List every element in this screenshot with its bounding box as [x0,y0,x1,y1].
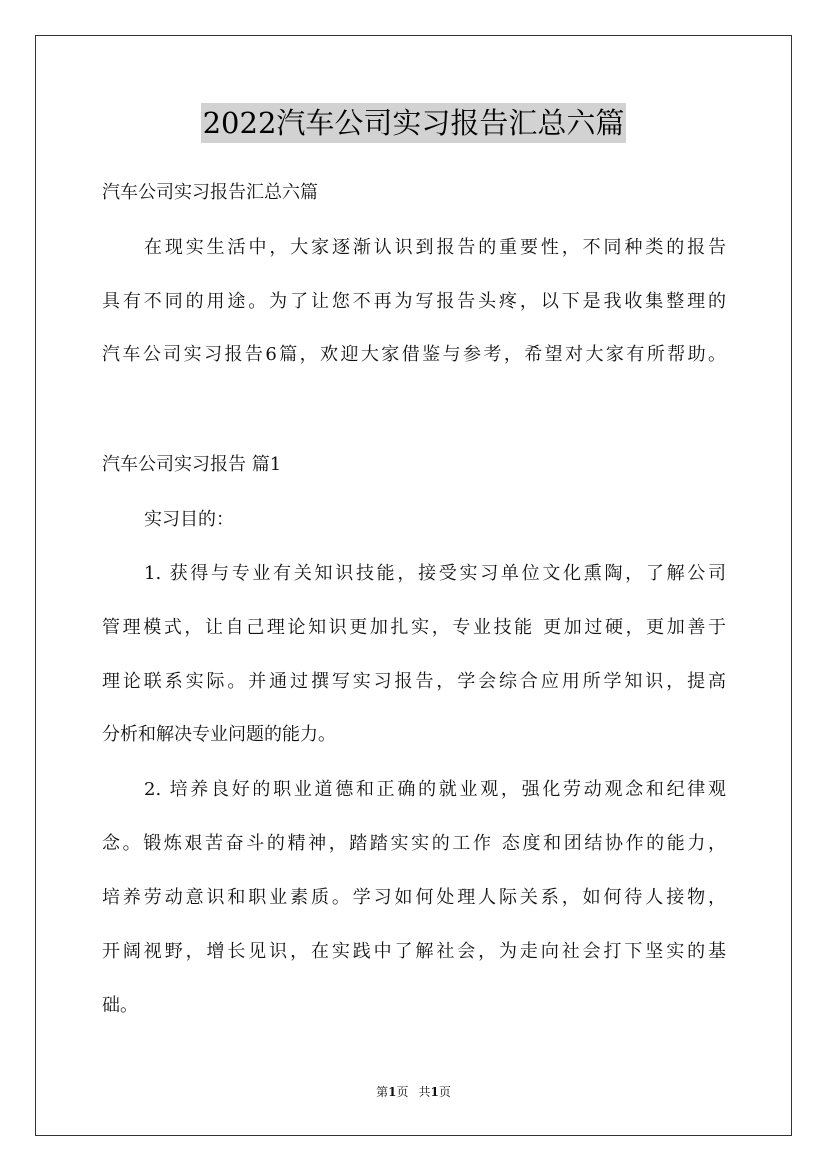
intro-line-3: 汽车公司实习报告6篇，欢迎大家借鉴与参考，希望对大家有所帮助。 [102,344,726,365]
document-subtitle: 汽车公司实习报告汇总六篇 [102,182,318,203]
item1-line-2: 管理模式，让自己理论知识更加扎实，专业技能 更加过硬，更加善于 [102,617,726,638]
page-footer [0,1084,827,1100]
title-wrap [0,103,827,143]
item2-line-2: 念。锻炼艰苦奋斗的精神，踏踏实实的工作 态度和团结协作的能力， [102,833,726,854]
item2-line-1: 2. 培养良好的职业道德和正确的就业观，强化劳动观念和纪律观 [144,779,726,800]
footer-page-prefix: 第 [376,1085,389,1099]
footer-total-suffix: 页 [438,1085,451,1099]
footer-total-prefix: 共 [418,1085,431,1099]
footer-page-suffix: 页 [396,1085,409,1099]
intro-line-2: 具有不同的用途。为了让您不再为写报告头疼，以下是我收集整理的 [102,291,726,312]
item1-line-1: 1. 获得与专业有关知识技能，接受实习单位文化熏陶，了解公司 [144,563,726,584]
document-title: 2022汽车公司实习报告汇总六篇 [201,103,627,143]
item1-line-3: 理论联系实际。并通过撰写实习报告，学会综合应用所学知识，提高 [102,671,726,692]
footer-page-number: 1 [388,1085,397,1099]
item1-line-4: 分析和解决专业问题的能力。 [102,724,336,745]
footer-total-number: 1 [430,1085,439,1099]
item2-line-5: 础。 [102,995,138,1016]
purpose-label: 实习目的： [144,509,234,530]
item2-line-3: 培养劳动意识和职业素质。学习如何处理人际关系，如何待人接物， [102,887,726,908]
item2-line-4: 开阔视野，增长见识，在实践中了解社会，为走向社会打下坚实的基 [102,941,726,962]
section-heading: 汽车公司实习报告 篇1 [102,454,282,475]
intro-line-1: 在现实生活中，大家逐渐认识到报告的重要性，不同种类的报告 [144,237,726,258]
